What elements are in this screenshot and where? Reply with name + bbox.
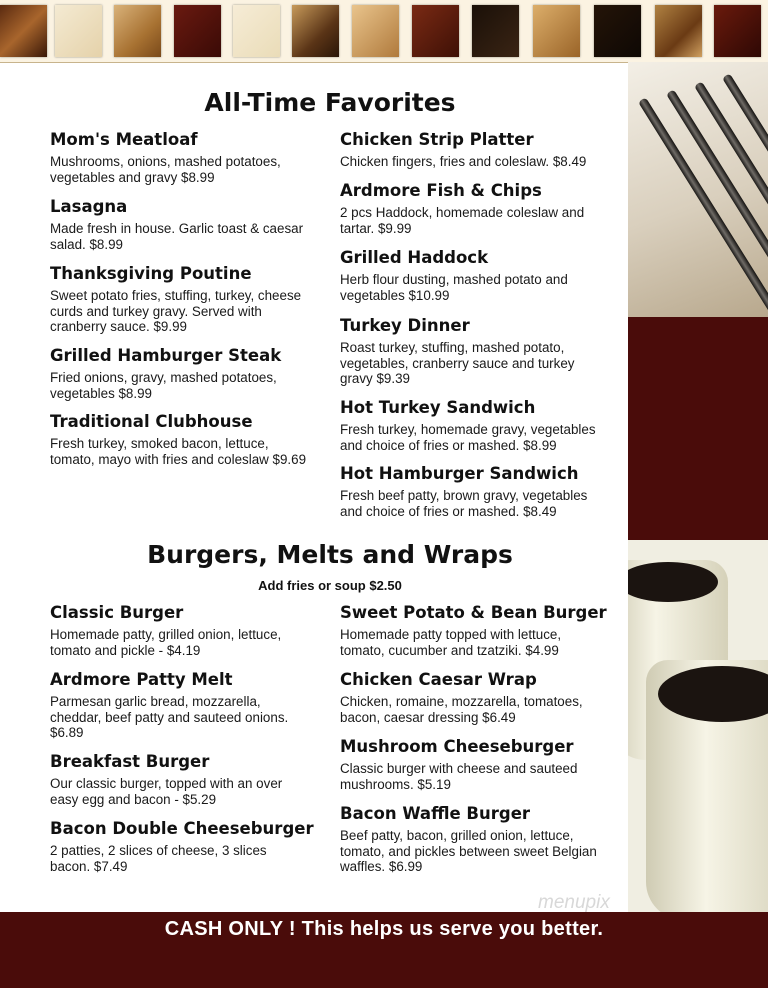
menu-item-name: Mushroom Cheeseburger <box>340 737 574 756</box>
menu-item <box>50 197 310 252</box>
menu-item <box>50 603 310 658</box>
menu-item-description: Mushrooms, onions, mashed potatoes, vegetables and gravy $8.99 <box>50 154 281 185</box>
menu-item-name: Mom's Meatloaf <box>50 130 198 149</box>
section-subtitle-burgers: Add fries or soup $2.50 <box>258 578 402 593</box>
tile-image <box>233 5 280 57</box>
tile-image <box>0 5 47 57</box>
menu-item-name: Breakfast Burger <box>50 752 210 771</box>
menu-item-description: 2 patties, 2 slices of cheese, 3 slices bacon. $7.49 <box>50 843 267 874</box>
menu-item-name: Turkey Dinner <box>340 316 470 335</box>
menu-item-description: Herb flour dusting, mashed potato and vegetables $10.99 <box>340 272 568 303</box>
coffee-cups-photo <box>628 540 768 912</box>
tile-image <box>55 5 102 57</box>
menu-item <box>340 464 600 519</box>
menu-item-description: Roast turkey, stuffing, mashed potato, vegetables, cranberry sauce and turkey gravy $9.39 <box>340 340 575 386</box>
menu-item-name: Grilled Haddock <box>340 248 489 267</box>
menu-item-description: Classic burger with cheese and sauteed mushrooms. $5.19 <box>340 761 578 792</box>
menu-item-description: Chicken, romaine, mozzarella, tomatoes, bacon, caesar dressing $6.49 <box>340 694 583 725</box>
section-title-burgers: Burgers, Melts and Wraps <box>147 540 513 569</box>
menu-item <box>340 737 605 792</box>
fork-photo <box>628 62 768 317</box>
decorative-tile-strip <box>0 0 768 63</box>
menu-item <box>340 603 605 658</box>
menu-item <box>50 346 310 401</box>
menu-item <box>50 264 310 335</box>
menu-item <box>50 752 310 807</box>
menu-item <box>340 130 600 170</box>
menu-item-description: Sweet potato fries, stuffing, turkey, cheese curds and turkey gravy. Served with cranberry sauce. $9.99 <box>50 288 302 334</box>
menu-item <box>340 316 600 387</box>
tile-image <box>292 5 339 57</box>
tile-image <box>352 5 399 57</box>
menu-item-description: Our classic burger, topped with an over easy egg and bacon - $5.29 <box>50 776 283 807</box>
watermark-logo: menupix <box>538 892 610 913</box>
menu-item-name: Chicken Strip Platter <box>340 130 534 149</box>
menu-item <box>50 130 310 185</box>
footer-notice: CASH ONLY ! This helps us serve you better. <box>164 918 604 940</box>
menu-item-name: Hot Turkey Sandwich <box>340 398 536 417</box>
menu-item <box>340 804 605 875</box>
menu-item-description: 2 pcs Haddock, homemade coleslaw and tartar. $9.99 <box>340 205 585 236</box>
section-title-favorites: All-Time Favorites <box>204 88 456 117</box>
menu-item-description: Fresh turkey, smoked bacon, lettuce, tomato, mayo with fries and coleslaw $9.69 <box>50 436 307 467</box>
menu-item-name: Grilled Hamburger Steak <box>50 346 282 365</box>
menu-item <box>50 819 314 874</box>
menu-item-description: Parmesan garlic bread, mozzarella, cheddar, beef patty and sauteed onions. $6.89 <box>50 694 289 740</box>
menu-item-description: Fresh beef patty, brown gravy, vegetables and choice of fries or mashed. $8.49 <box>340 488 588 519</box>
tile-image <box>533 5 580 57</box>
menu-item-name: Traditional Clubhouse <box>50 412 253 431</box>
menu-item-description: Fried onions, gravy, mashed potatoes, vegetables $8.99 <box>50 370 277 401</box>
menu-item-name: Sweet Potato & Bean Burger <box>340 603 607 622</box>
tile-image <box>594 5 641 57</box>
menu-item-name: Ardmore Fish & Chips <box>340 181 542 200</box>
menu-item-description: Beef patty, bacon, grilled onion, lettuce, tomato, and pickles between sweet Belgian waffles. $6.99 <box>340 828 597 874</box>
menu-item-description: Fresh turkey, homemade gravy, vegetables and choice of fries or mashed. $8.99 <box>340 422 596 453</box>
tile-image <box>412 5 459 57</box>
tile-image <box>714 5 761 57</box>
menu-item-description: Homemade patty topped with lettuce, tomato, cucumber and tzatziki. $4.99 <box>340 627 562 658</box>
menu-item <box>50 670 310 741</box>
menu-item-description: Made fresh in house. Garlic toast & caesar salad. $8.99 <box>50 221 304 252</box>
menu-item-name: Chicken Caesar Wrap <box>340 670 537 689</box>
menu-item-name: Lasagna <box>50 197 128 216</box>
tile-image <box>114 5 161 57</box>
menu-item-name: Bacon Double Cheeseburger <box>50 819 314 838</box>
menu-item-description: Homemade patty, grilled onion, lettuce, tomato and pickle - $4.19 <box>50 627 282 658</box>
menu-item-name: Bacon Waffle Burger <box>340 804 531 823</box>
menu-item-name: Thanksgiving Poutine <box>50 264 252 283</box>
menu-item <box>50 412 310 467</box>
tile-image <box>174 5 221 57</box>
menu-item <box>340 398 600 453</box>
menu-item <box>340 670 605 725</box>
side-photo-panel <box>628 62 768 912</box>
menu-item <box>340 248 600 303</box>
menu-item-name: Classic Burger <box>50 603 184 622</box>
tile-image <box>655 5 702 57</box>
menu-item-description: Chicken fingers, fries and coleslaw. $8.49 <box>340 154 587 169</box>
tile-image <box>472 5 519 57</box>
menu-item-name: Hot Hamburger Sandwich <box>340 464 579 483</box>
menu-item-name: Ardmore Patty Melt <box>50 670 233 689</box>
menu-item <box>340 181 600 236</box>
